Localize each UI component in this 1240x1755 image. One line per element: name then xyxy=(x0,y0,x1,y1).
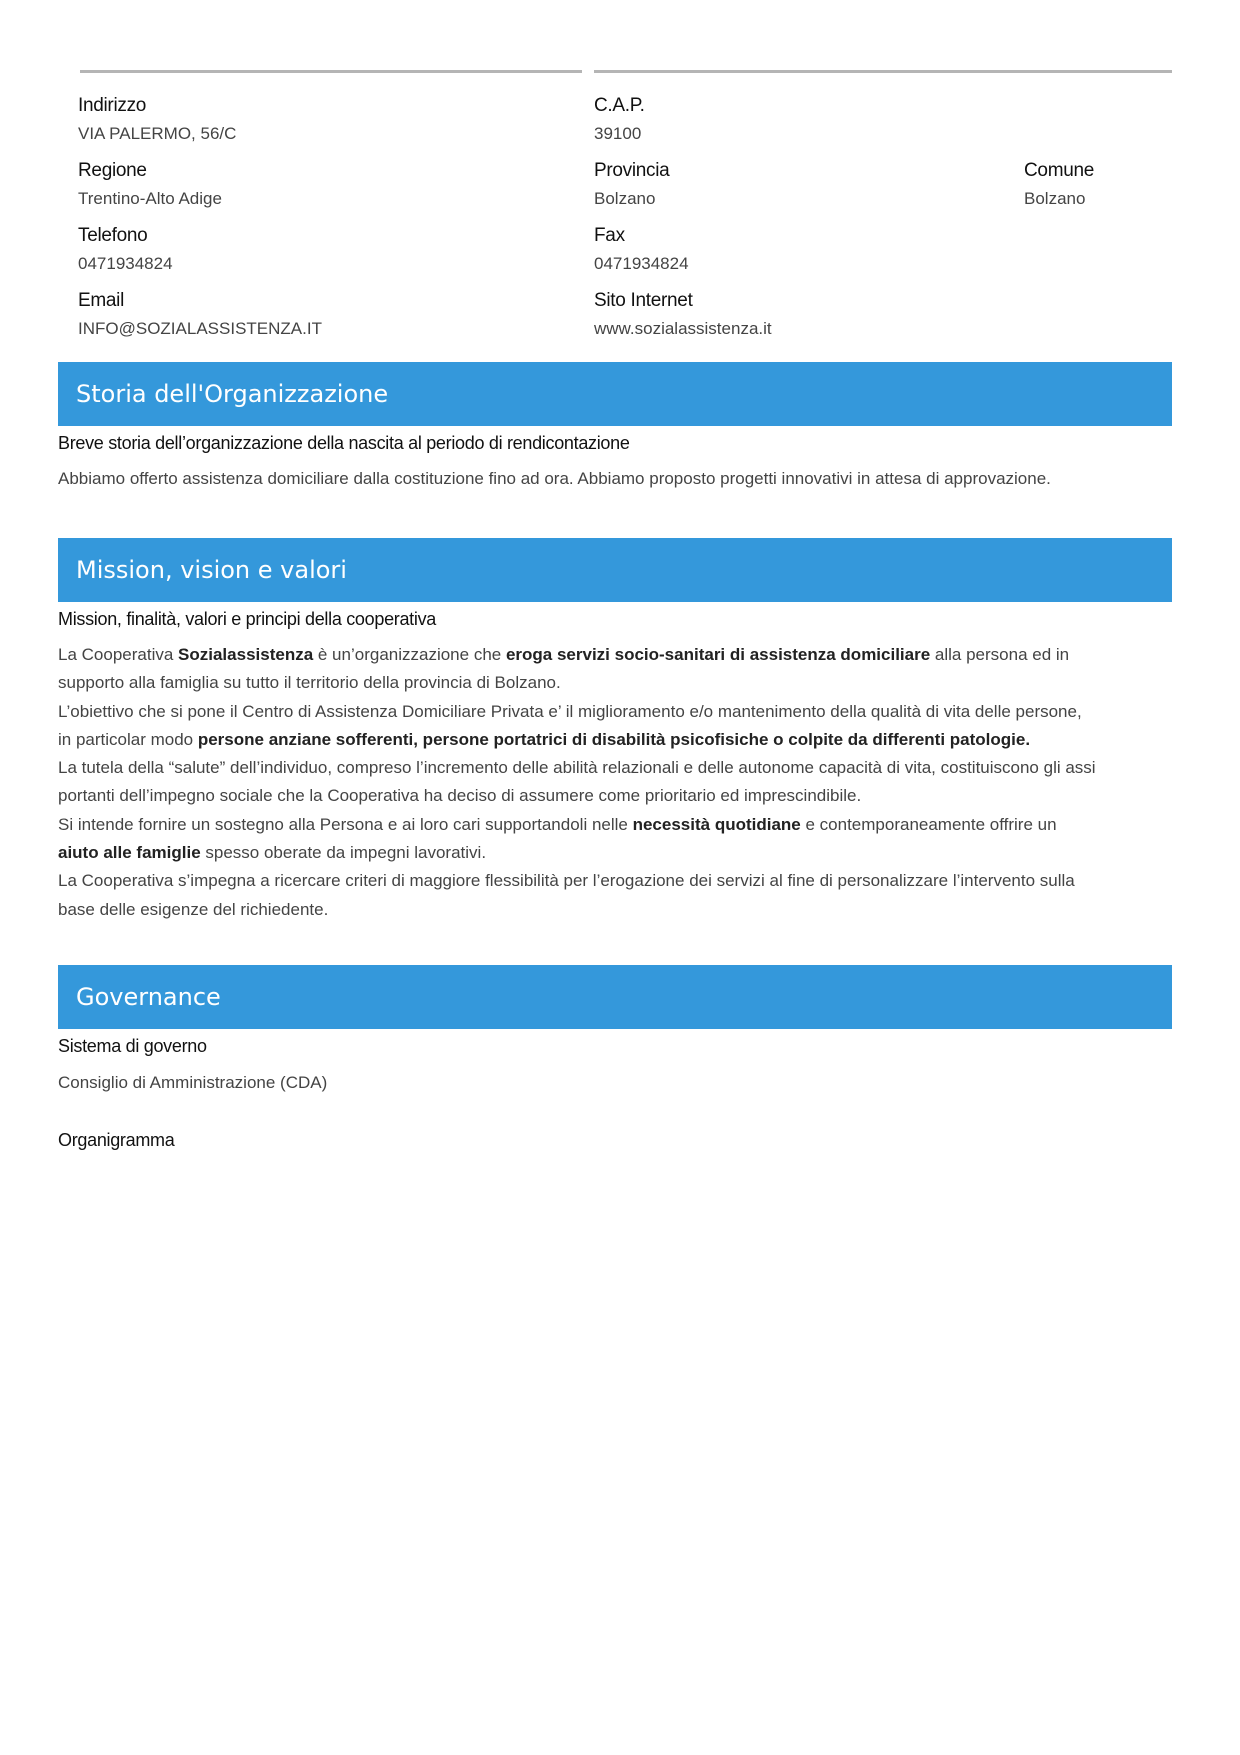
mission-paragraph-1 xyxy=(58,641,1098,698)
mission-paragraph-4 xyxy=(58,811,1098,868)
field-label: Provincia xyxy=(594,160,670,181)
organigramma-heading: Organigramma xyxy=(58,1130,175,1150)
governance-paragraph: Consiglio di Amministrazione (CDA) xyxy=(58,1073,328,1092)
text-bold: necessità quotidiane xyxy=(632,814,801,834)
field-telefono xyxy=(78,224,173,276)
governance-subtitle: Sistema di governo xyxy=(58,1036,207,1056)
storia-paragraph: Abbiamo offerto assistenza domiciliare dalla costituzione fino ad ora. Abbiamo proposto progetti innovativi in attesa di approvazione. xyxy=(58,469,1051,488)
field-label: Regione xyxy=(78,160,147,181)
field-label: Fax xyxy=(594,225,625,246)
text-run: e contemporaneamente offrire un xyxy=(800,814,1057,834)
text-run: Si intende fornire un sostegno alla Persona e ai loro cari supportandoli nelle xyxy=(58,814,633,834)
field-indirizzo xyxy=(78,94,236,146)
text-run: è un’organizzazione che xyxy=(313,645,506,664)
field-label: Indirizzo xyxy=(78,95,147,116)
text-bold: aiuto alle famiglie xyxy=(58,843,201,863)
field-sito-internet xyxy=(594,289,772,341)
text-run: L’obiettivo che si pone il Centro di Assistenza Domiciliare Privata e’ il miglioramento e/o mantenimento della qualità di vita delle persone, in particolar modo xyxy=(58,701,1082,749)
field-value: VIA PALERMO, 56/C xyxy=(78,124,237,143)
section-header-storia: Storia dell'Organizzazione xyxy=(58,362,1172,426)
field-cap xyxy=(594,94,645,146)
field-value: 0471934824 xyxy=(78,254,173,273)
field-provincia xyxy=(594,159,669,211)
field-regione xyxy=(78,159,222,211)
mission-text xyxy=(58,641,1098,924)
field-value: Trentino-Alto Adige xyxy=(78,189,222,208)
top-divider-left xyxy=(80,70,582,73)
field-label: Comune xyxy=(1024,160,1095,181)
field-email xyxy=(78,289,322,341)
storia-text xyxy=(58,465,1098,493)
field-comune xyxy=(1024,159,1094,211)
section-header-governance: Governance xyxy=(58,965,1172,1029)
field-label: C.A.P. xyxy=(594,95,645,116)
field-value: Bolzano xyxy=(1024,189,1086,208)
governance-text xyxy=(58,1069,1098,1097)
field-label: Telefono xyxy=(78,225,148,246)
field-label: Sito Internet xyxy=(594,290,693,311)
mission-paragraph-5: La Cooperativa s’impegna a ricercare criteri di maggiore flessibilità per l’erogazione dei servizi al fine di personalizzare l’intervento sulla base delle esigenze del richiedente. xyxy=(58,871,1075,919)
text-run: spesso oberate da impegni lavorativi. xyxy=(200,843,487,863)
field-value: Bolzano xyxy=(594,189,656,208)
section-header-mission: Mission, vision e valori xyxy=(58,538,1172,602)
mission-paragraph-3: La tutela della “salute” dell’individuo, compreso l’incremento delle abilità relazionali e delle autonome capacità di vita, costituiscono gli assi portanti dell’impegno sociale che la Cooperativa ha deciso di assumere come prioritario ed imprescindibile. xyxy=(58,758,1096,806)
text-bold: persone anziane sofferenti, persone portatrici di disabilità psicofisiche o colpite da differenti patologie. xyxy=(197,729,1031,749)
mission-subtitle: Mission, finalità, valori e principi della cooperativa xyxy=(58,609,436,629)
mission-paragraph-2 xyxy=(58,698,1098,755)
top-divider-right xyxy=(594,70,1172,73)
field-value: INFO@SOZIALASSISTENZA.IT xyxy=(78,319,322,338)
text-run: alla persona ed in supporto alla famiglia su tutto il territorio della provincia di Bolzano. xyxy=(58,645,1070,693)
text-bold: eroga servizi socio-sanitari di assistenza domiciliare xyxy=(505,645,931,664)
field-value: 39100 xyxy=(594,124,642,143)
storia-subtitle: Breve storia dell’organizzazione della nascita al periodo di rendicontazione xyxy=(58,433,630,453)
field-label: Email xyxy=(78,290,125,311)
field-fax xyxy=(594,224,689,276)
text-run: La Cooperativa xyxy=(58,645,179,664)
field-value: 0471934824 xyxy=(594,254,689,273)
text-bold: Sozialassistenza xyxy=(178,645,314,664)
field-value: www.sozialassistenza.it xyxy=(594,319,772,338)
